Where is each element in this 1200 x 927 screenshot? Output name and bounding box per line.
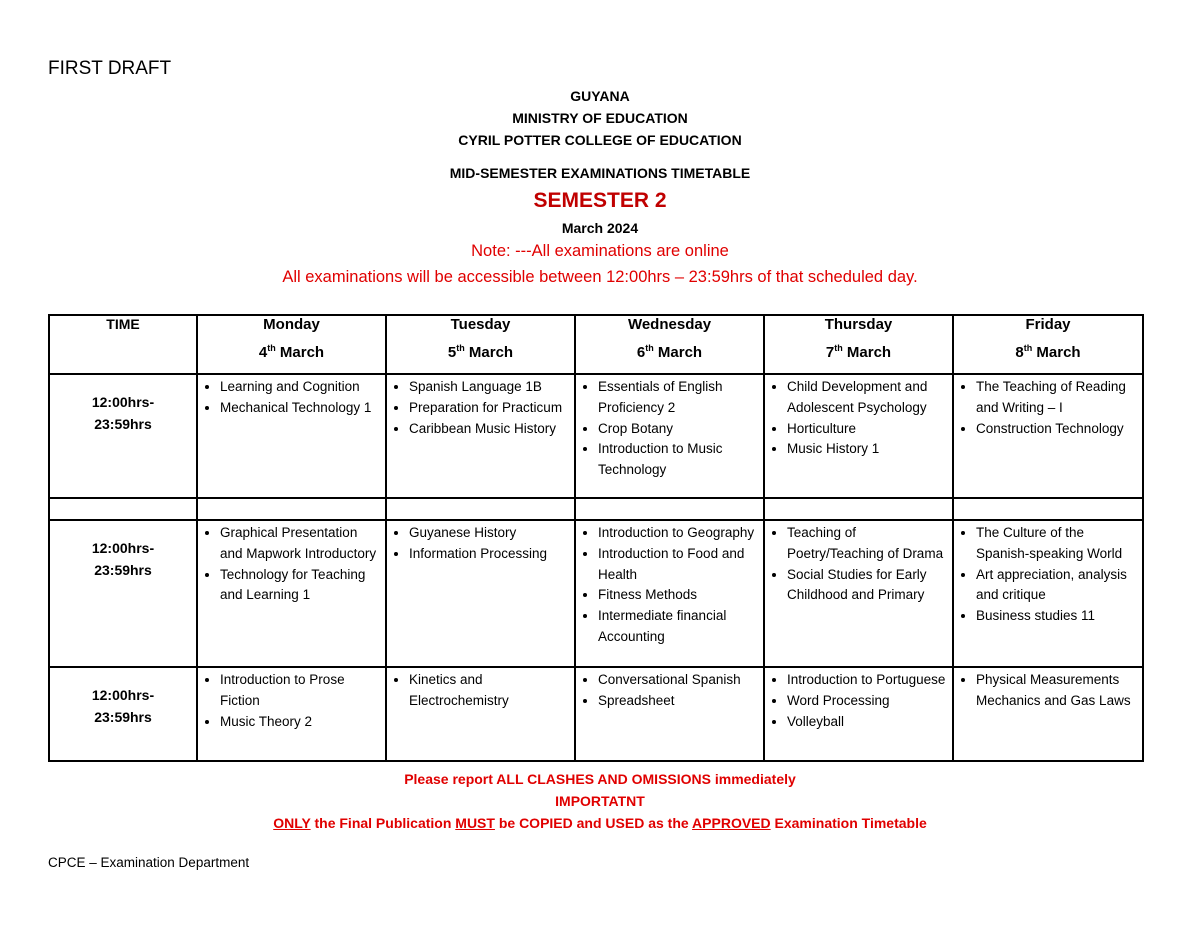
- date-header: 8th March: [953, 343, 1143, 374]
- day-header: Friday: [953, 315, 1143, 343]
- exam-cell: [764, 667, 953, 761]
- course-item: • Volleyball: [787, 712, 946, 733]
- course-item: • Music History 1: [787, 439, 946, 460]
- course-item: • Essentials of English Proficiency 2: [598, 377, 757, 419]
- access-note: All examinations will be accessible between 12:00hrs – 23:59hrs of that scheduled day.: [282, 268, 918, 286]
- date-header: 5th March: [386, 343, 575, 374]
- course-item: • The Culture of the Spanish-speaking World: [976, 523, 1136, 565]
- exam-cell: [197, 374, 386, 498]
- department-footer: CPCE – Examination Department: [48, 855, 250, 870]
- approval-notice: ONLY the Final Publication MUST be COPIED and USED as the APPROVED Examination Timetable: [273, 815, 927, 831]
- exam-row: [49, 374, 1143, 498]
- day-header-row: [49, 315, 1143, 343]
- course-item: • Learning and Cognition: [220, 377, 379, 398]
- spacer-row: [49, 498, 1143, 520]
- time-header: TIME: [49, 315, 197, 374]
- course-item: • Music Theory 2: [220, 712, 379, 733]
- day-header: Tuesday: [386, 315, 575, 343]
- course-item: • Introduction to Geography: [598, 523, 757, 544]
- exam-cell: [197, 520, 386, 667]
- course-item: • Kinetics and Electrochemistry: [409, 670, 568, 712]
- course-item: • Horticulture: [787, 419, 946, 440]
- course-item: • Caribbean Music History: [409, 419, 568, 440]
- course-item: • Introduction to Food and Health: [598, 544, 757, 586]
- exam-timetable: [48, 314, 1144, 762]
- time-slot: 12:00hrs- 23:59hrs: [49, 520, 197, 667]
- header-block: [0, 85, 1200, 151]
- course-item: • Child Development and Adolescent Psychology: [787, 377, 946, 419]
- time-slot: 12:00hrs- 23:59hrs: [49, 374, 197, 498]
- exam-cell: [764, 374, 953, 498]
- course-item: • Introduction to Portuguese: [787, 670, 946, 691]
- exam-cell: [386, 520, 575, 667]
- course-item: • Intermediate financial Accounting: [598, 606, 757, 648]
- country-heading: GUYANA: [570, 88, 630, 104]
- day-header: Monday: [197, 315, 386, 343]
- course-item: • Fitness Methods: [598, 585, 757, 606]
- course-item: • Guyanese History: [409, 523, 568, 544]
- draft-label: FIRST DRAFT: [48, 58, 172, 79]
- course-item: • Conversational Spanish: [598, 670, 757, 691]
- date-header: 4th March: [197, 343, 386, 374]
- time-slot: 12:00hrs- 23:59hrs: [49, 667, 197, 761]
- footer-notice: [0, 768, 1200, 834]
- exam-cell: [953, 667, 1143, 761]
- course-item: • Spanish Language 1B: [409, 377, 568, 398]
- exam-cell: [197, 667, 386, 761]
- course-item: • Social Studies for Early Childhood and Primary: [787, 565, 946, 607]
- course-item: • The Teaching of Reading and Writing – I: [976, 377, 1136, 419]
- exam-row: [49, 667, 1143, 761]
- course-item: • Graphical Presentation and Mapwork Introductory: [220, 523, 379, 565]
- exam-row: [49, 520, 1143, 667]
- course-item: • Information Processing: [409, 544, 568, 565]
- course-item: • Construction Technology: [976, 419, 1136, 440]
- semester-heading: SEMESTER 2: [533, 189, 667, 212]
- exam-cell: [953, 374, 1143, 498]
- course-item: • Introduction to Prose Fiction: [220, 670, 379, 712]
- college-heading: CYRIL POTTER COLLEGE OF EDUCATION: [458, 132, 742, 148]
- ministry-heading: MINISTRY OF EDUCATION: [512, 110, 688, 126]
- day-header: Wednesday: [575, 315, 764, 343]
- course-item: • Technology for Teaching and Learning 1: [220, 565, 379, 607]
- date-header: 7th March: [764, 343, 953, 374]
- day-header: Thursday: [764, 315, 953, 343]
- course-item: • Word Processing: [787, 691, 946, 712]
- course-item: • Introduction to Music Technology: [598, 439, 757, 481]
- exam-cell: [953, 520, 1143, 667]
- course-item: • Art appreciation, analysis and critique: [976, 565, 1136, 607]
- exam-cell: [764, 520, 953, 667]
- course-item: • Physical Measurements Mechanics and Gas Laws: [976, 670, 1136, 712]
- exam-cell: [386, 374, 575, 498]
- course-item: • Mechanical Technology 1: [220, 398, 379, 419]
- document-title: MID-SEMESTER EXAMINATIONS TIMETABLE: [449, 165, 751, 181]
- exam-cell: [575, 374, 764, 498]
- course-item: • Preparation for Practicum: [409, 398, 568, 419]
- course-item: • Spreadsheet: [598, 691, 757, 712]
- exam-month: March 2024: [561, 220, 639, 236]
- online-note: Note: ---All examinations are online: [471, 242, 729, 260]
- course-item: • Business studies 11: [976, 606, 1136, 627]
- important-label: IMPORTATNT: [555, 793, 645, 809]
- course-item: • Crop Botany: [598, 419, 757, 440]
- exam-cell: [575, 667, 764, 761]
- date-header-row: [49, 343, 1143, 374]
- date-header: 6th March: [575, 343, 764, 374]
- course-item: • Teaching of Poetry/Teaching of Drama: [787, 523, 946, 565]
- exam-cell: [575, 520, 764, 667]
- exam-cell: [386, 667, 575, 761]
- clashes-notice: Please report ALL CLASHES AND OMISSIONS immediately: [404, 771, 796, 787]
